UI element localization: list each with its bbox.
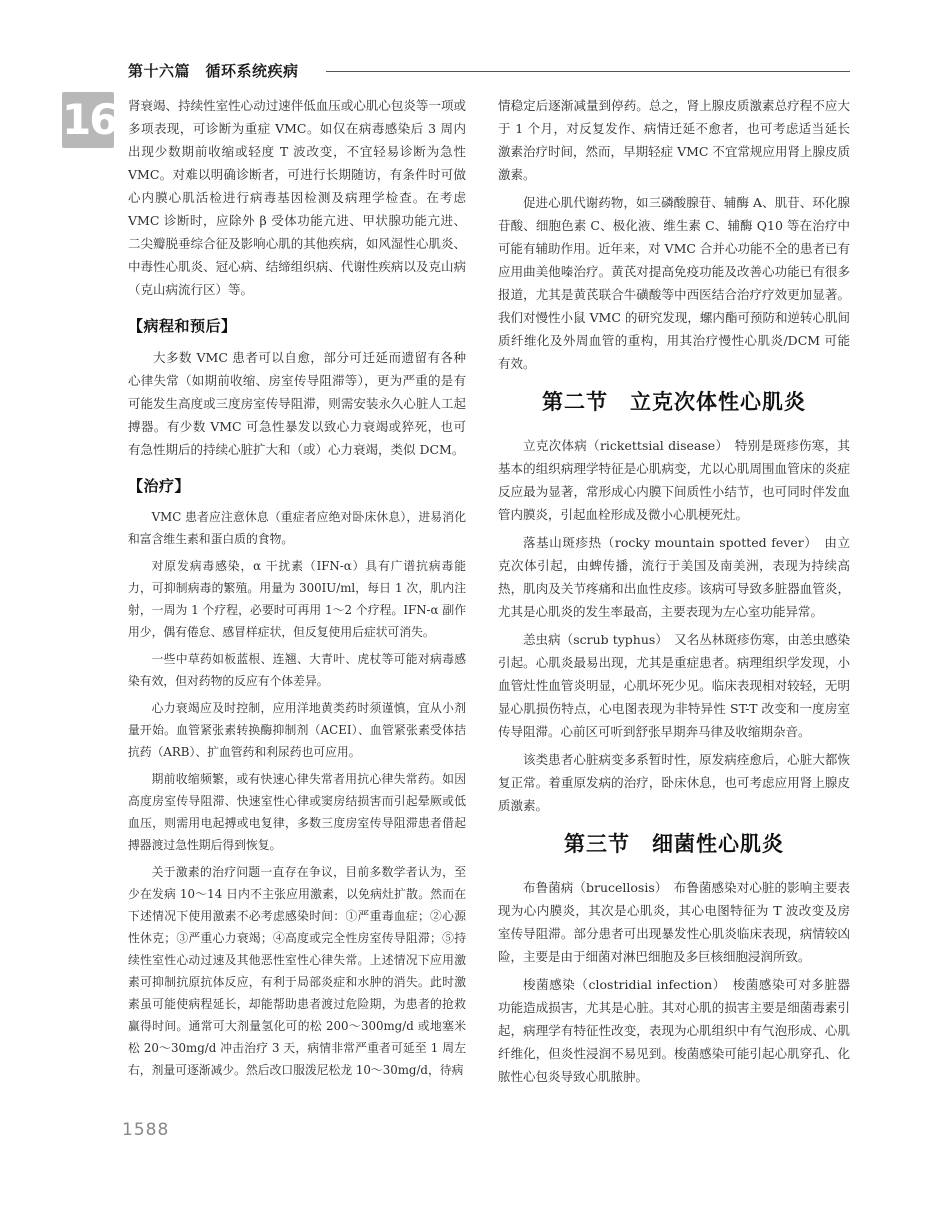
bacterial-paragraph: 梭菌感染（clostridial infection） 梭菌感染可对多脏器功能造成损害，尤其是心脏。其对心肌的损害主要是细菌毒素引起，病理学有特征性改变，表现为心肌组织中有气泡形成、心肌纤维化，但炎性浸润不易见到。梭菌感染可能引起心肌穿孔、化脓性心包炎导致心肌脓肿。: [498, 977, 850, 1084]
rickettsial-paragraph: 恙虫病（scrub typhus） 又名丛林斑疹伤寒，由恙虫感染引起。心肌炎最易出现，尤其是重症患者。病理组织学发现，小血管灶性血管炎明显，心肌坏死少见。临床表现相对较轻，无明显心肌损伤特点，心电图表现为非特异性 ST-T 改变和一度房室传导阻滞。心前区可听到舒张早期奔马律及收缩期杂音。: [498, 632, 850, 739]
treatment-paragraph: VMC 患者应注意休息（重症者应绝对卧床休息），进易消化和富含维生素和蛋白质的食物。: [128, 510, 466, 546]
right-column: [498, 94, 850, 1093]
diagnosis-paragraph: 肾衰竭、持续性室性心动过速伴低血压或心肌心包炎等一项或多项表现，可诊断为重症 VMC。如仅在病毒感染后 3 周内出现少数期前收缩或轻度 T 波改变，不宜轻易诊断为急性 VMC。对难以明确诊断者，可进行长期随访，有条件时可做心内膜心肌活检进行病毒基因检测及病理学检查。在考虑 VMC 诊断时，应除外 β 受体功能亢进、甲状腺功能亢进、二尖瓣脱垂综合征及影响心肌的其他疾病，如风湿性心肌炎、中毒性心肌炎、冠心病、结缔组织病、代谢性疾病以及克山病（克山病流行区）等。: [128, 98, 466, 297]
header-rule: [326, 71, 850, 72]
section-number: 第二节: [542, 390, 608, 414]
chapter-number: 16: [62, 95, 117, 144]
part-title: 第十六篇 循环系统疾病: [128, 62, 299, 80]
treatment-paragraph: 关于激素的治疗问题一直存在争议，目前多数学者认为，至少在发病 10～14 日内不主张应用激素，以免病灶扩散。然而在下述情况下使用激素不必考虑感染时间：①严重毒血症；②心源性休克；③严重心力衰竭；④高度或完全性房室传导阻滞；⑤持续性室性心动过速及其他恶性室性心律失常。上述情况下应用激素可抑制抗原抗体反应，有利于局部炎症和水肿的消失。此时激素虽可能使病程延长，却能帮助患者渡过危险期，为患者的抢救赢得时间。通常可大剂量氢化可的松 200～300mg/d 或地塞米松 20～30mg/d 冲击治疗 3 天，病情非常严重者可延至 1 周左右，剂量可逐渐减少。然后改口服泼尼松龙 10～30mg/d，待病: [128, 865, 466, 1077]
rickettsial-paragraph: 立克次体病（rickettsial disease） 特别是斑疹伤寒，其基本的组织病理学特征是心肌病变，尤以心肌周围血管床的炎症反应最为显著，常形成心内膜下间质性小结节，也可同时伴发血管内膜炎，引起血栓形成及微小心肌梗死灶。: [498, 438, 850, 522]
treatment-heading: 【治疗】: [128, 477, 191, 495]
prognosis-heading: 【病程和预后】: [128, 317, 237, 335]
treatment-paragraph: 对原发病毒感染，α 干扰素（IFN-α）具有广谱抗病毒能力，可抑制病毒的繁殖。用量为 300IU/ml，每日 1 次，肌内注射，一周为 1 个疗程，必要时可再用 1～2 个疗程。IFN-α 副作用少，偶有倦怠、感冒样症状，但反复使用后症状可消失。: [128, 559, 466, 639]
treatment-paragraph: 心力衰竭应及时控制，应用洋地黄类药时须谨慎，宜从小剂量开始。血管紧张素转换酶抑制剂（ACEI）、血管紧张素受体拮抗药（ARB）、扩血管药和利尿药也可应用。: [128, 701, 466, 759]
left-column: [128, 94, 466, 1086]
section-heading-bacterial: [498, 833, 850, 856]
continuation-paragraph: 情稳定后逐渐减量到停药。总之，肾上腺皮质激素总疗程不应大于 1 个月，对反复发作、病情迁延不愈者，也可考虑适当延长激素治疗时间，然而，早期轻症 VMC 不宜常规应用肾上腺皮质激素。: [498, 98, 850, 182]
page-header: [128, 60, 850, 82]
section-title: 细菌性心肌炎: [652, 832, 784, 856]
section-heading-rickettsial: [498, 391, 850, 414]
prognosis-paragraph: 大多数 VMC 患者可以自愈，部分可迁延而遗留有各种心律失常（如期前收缩、房室传导阻滞等），更为严重的是有可能发生高度或三度房室传导阻滞，则需安装永久心脏人工起搏器。有少数 VMC 可急性暴发以致心力衰竭或猝死，也可有急性期后的持续心脏扩大和（或）心力衰竭，类似 DCM。: [128, 350, 466, 457]
section-number: 第三节: [564, 832, 630, 856]
treatment-paragraph: 期前收缩频繁，或有快速心律失常者用抗心律失常药。如因高度房室传导阻滞、快速室性心律或窦房结损害而引起晕厥或低血压，则需用电起搏或电复律，多数三度房室传导阻滞患者借起搏器渡过急性期后得到恢复。: [128, 772, 466, 852]
rickettsial-paragraph: 落基山斑疹热（rocky mountain spotted fever） 由立克次体引起，由蜱传播，流行于美国及南美洲，表现为持续高热，肌肉及关节疼痛和出血性皮疹。该病可导致多脏器血管炎，尤其是心肌炎的发生率最高，主要表现为左心室功能异常。: [498, 535, 850, 619]
treatment-paragraph: 一些中草药如板蓝根、连翘、大青叶、虎杖等可能对病毒感染有效，但对药物的反应有个体差异。: [128, 652, 466, 688]
bacterial-paragraph: 布鲁菌病（brucellosis） 布鲁菌感染对心脏的影响主要表现为心内膜炎，其次是心肌炎，其心电图特征为 T 波改变及房室传导阻滞。部分患者可出现暴发性心肌炎临床表现，病情较凶险，主要是由于细菌对淋巴细胞及多巨核细胞浸润所致。: [498, 880, 850, 964]
chapter-badge: [62, 92, 117, 148]
rickettsial-paragraph: 该类患者心脏病变多系暂时性，原发病痊愈后，心脏大都恢复正常。着重原发病的治疗，卧床休息，也可考虑应用肾上腺皮质激素。: [498, 752, 850, 813]
metabolism-paragraph: 促进心肌代谢药物，如三磷酸腺苷、辅酶 A、肌苷、环化腺苷酸、细胞色素 C、极化液、维生素 C、辅酶 Q10 等在治疗中可能有辅助作用。近年来，对 VMC 合并心功能不全的患者已有应用曲美他嗪治疗。黄芪对提高免疫功能及改善心功能已有很多报道，尤其是黄芪联合牛磺酸等中西医结合治疗疗效更加显著。我们对慢性小鼠 VMC 的研究发现，螺内酯可预防和逆转心肌间质纤维化及外周血管的重构，用其治疗慢性心肌炎/DCM 可能有效。: [498, 195, 850, 371]
page-number: 1588: [122, 1120, 170, 1140]
section-title: 立克次体性心肌炎: [630, 390, 806, 414]
